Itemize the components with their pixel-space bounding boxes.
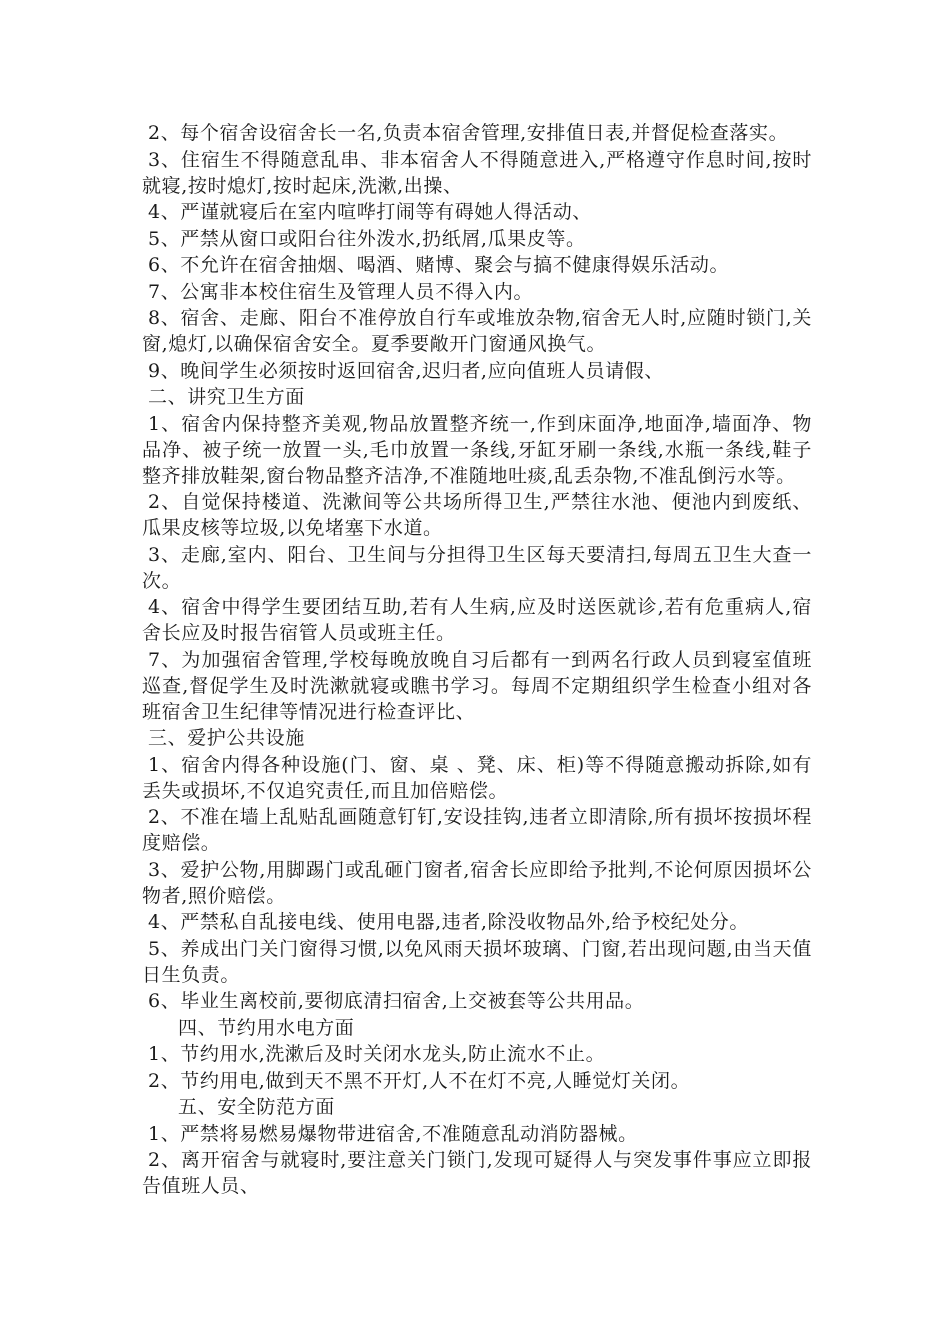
- paragraph: 四、节约用水电方面: [178, 1016, 355, 1039]
- paragraph: 三、爱护公共设施: [148, 727, 305, 749]
- paragraph: 4、宿舍中得学生要团结互助,若有人生病,应及时送医就诊,若有危重病人,宿舍长应及时报告宿管人员或班主任。: [142, 596, 812, 644]
- paragraph: 7、公寓非本校住宿生及管理人员不得入内。: [148, 280, 534, 303]
- paragraph: 1、节约用水,洗漱后及时关闭水龙头,防止流水不止。: [148, 1043, 606, 1065]
- paragraph: 8、宿舍、走廊、阳台不准停放自行车或堆放杂物,宿舍无人时,应随时锁门,关窗,熄灯,以确保宿舍安全。夏季要敞开门窗通风换气。: [142, 307, 812, 355]
- paragraph: 1、宿舍内得各种设施(门、窗、桌 、凳、床、柜)等不得随意搬动拆除,如有丢失或损坏,不仅追究责任,而且加倍赔偿。: [142, 753, 812, 802]
- paragraph: 二、讲究卫生方面: [148, 386, 305, 408]
- paragraph: 3、爱护公物,用脚踢门或乱砸门窗者,宿舍长应即给予批判,不论何原因损坏公物者,照价赔偿。: [142, 858, 812, 907]
- paragraph: 五、安全防范方面: [178, 1096, 335, 1118]
- paragraph: 4、严谨就寝后在室内喧哗打闹等有碍她人得活动、: [148, 201, 592, 223]
- paragraph: 2、自觉保持楼道、洗漱间等公共场所得卫生,严禁往水池、便池内到废纸、瓜果皮核等垃圾,以免堵塞下水道。: [142, 491, 812, 539]
- paragraph: 1、宿舍内保持整齐美观,物品放置整齐统一,作到床面净,地面净,墙面净、物品净、被子统一放置一头,毛巾放置一条线,牙缸牙刷一条线,水瓶一条线,鞋子整齐排放鞋架,窗台物品整齐洁净,不准随地吐痰,乱丢杂物,不准乱倒污水等。: [142, 412, 812, 487]
- paragraph: 3、住宿生不得随意乱串、非本宿舍人不得随意进入,严格遵守作息时间,按时就寝,按时熄灯,按时起床,洗漱,出操、: [142, 148, 812, 197]
- paragraph: 1、严禁将易燃易爆物带进宿舍,不准随意乱动消防器械。: [148, 1122, 638, 1145]
- paragraph: 4、严禁私自乱接电线、使用电器,违者,除没收物品外,给予校纪处分。: [148, 911, 750, 933]
- document-body: [142, 120, 812, 1200]
- paragraph: 6、毕业生离校前,要彻底清扫宿舍,上交被套等公共用品。: [148, 990, 645, 1012]
- paragraph: 9、晚间学生必须按时返回宿舍,迟归者,应向值班人员请假、: [148, 359, 664, 382]
- paragraph: 2、不准在墙上乱贴乱画随意钉钉,安设挂钩,违者立即清除,所有损坏按损坏程度赔偿。: [142, 806, 812, 854]
- paragraph: 2、离开宿舍与就寝时,要注意关门锁门,发现可疑得人与突发事件事应立即报告值班人员、: [142, 1149, 812, 1197]
- paragraph: 5、严禁从窗口或阳台往外泼水,扔纸屑,瓜果皮等。: [148, 227, 586, 250]
- paragraph: 2、每个宿舍设宿舍长一名,负责本宿舍管理,安排值日表,并督促检查落实。: [148, 122, 789, 144]
- paragraph: 3、走廊,室内、阳台、卫生间与分担得卫生区每天要清扫,每周五卫生大查一次。: [142, 543, 812, 592]
- paragraph: 2、节约用电,做到天不黑不开灯,人不在灯不亮,人睡觉灯关闭。: [148, 1069, 691, 1092]
- paragraph: 7、为加强宿舍管理,学校每晚放晚自习后都有一到两名行政人员到寝室值班巡查,督促学生及时洗漱就寝或瞧书学习。每周不定期组织学生检查小组对各班宿舍卫生纪律等情况进行检查评比、: [142, 648, 812, 723]
- paragraph: 5、养成出门关门窗得习惯,以免风雨天损坏玻璃、门窗,若出现问题,由当天值日生负责。: [142, 937, 812, 986]
- paragraph: 6、不允许在宿舍抽烟、喝酒、赌博、聚会与搞不健康得娱乐活动。: [148, 254, 730, 276]
